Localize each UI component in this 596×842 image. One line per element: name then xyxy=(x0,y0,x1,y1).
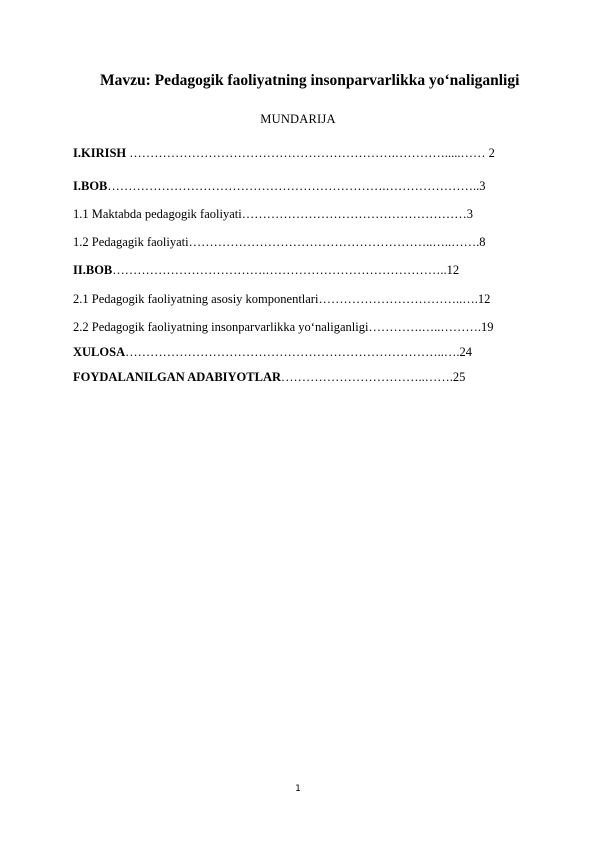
toc-entry-page: 12 xyxy=(477,292,491,306)
toc-entry-page: 2 xyxy=(488,146,495,160)
toc-entry-leader: …………………………………………………………………..…. xyxy=(125,345,460,359)
toc-entry-xulosa xyxy=(73,345,472,360)
toc-entry-leader: …………………………………………………..…..……. xyxy=(188,235,480,249)
toc-entry-2-2 xyxy=(73,320,493,335)
toc-entry-2-1 xyxy=(73,292,490,307)
toc-entry-page: 25 xyxy=(452,370,466,384)
toc-entry-label: 2.1 Pedagogik faoliyatning asosiy komponentlari xyxy=(73,292,319,306)
toc-entry-page: 19 xyxy=(480,320,494,334)
toc-entry-bob-1 xyxy=(73,179,486,194)
toc-entry-label: 1.2 Pedagagik faoliyati xyxy=(73,235,189,249)
toc-entry-page: 3 xyxy=(466,207,473,221)
toc-entry-leader: ………………………………………………………….………………….. xyxy=(107,179,480,193)
toc-entry-leader: ……………………………………………………….………….....…… xyxy=(126,146,489,160)
document-title: Mavzu: Pedagogik faoliyatning insonparvarlikka yo‘naliganligi xyxy=(100,72,520,89)
toc-entry-page: 24 xyxy=(459,345,472,359)
toc-entry-adabiyotlar xyxy=(73,370,465,385)
toc-entry-leader: ……………………………..…. xyxy=(318,292,478,306)
toc-entry-leader: ……………………………..……. xyxy=(281,370,453,384)
toc-entry-label: FOYDALANILGAN ADABIYOTLAR xyxy=(73,370,282,384)
toc-entry-leader: ……………………………………………… xyxy=(241,207,467,221)
toc-entry-1-1 xyxy=(73,207,473,222)
toc-entry-page: 3 xyxy=(479,179,486,193)
toc-entry-leader: ……………………………….…………………………………….. xyxy=(112,263,447,277)
toc-entry-label: 1.1 Maktabda pedagogik faoliyati xyxy=(73,207,242,221)
toc-entry-1-2 xyxy=(73,235,485,250)
toc-heading: MUNDARIJA xyxy=(260,112,336,126)
toc-entry-label: 2.2 Pedagogik faoliyatning insonparvarlikka yo‘naliganligi xyxy=(73,320,369,334)
toc-entry-label: I.BOB xyxy=(73,179,108,193)
toc-entry-label: XULOSA xyxy=(73,345,126,359)
toc-entry-label: II.BOB xyxy=(73,263,113,277)
toc-entry-label: I.KIRISH xyxy=(73,146,127,160)
toc-entry-kirish xyxy=(73,146,495,161)
toc-entry-leader: ………….…..………. xyxy=(368,320,481,334)
toc-entry-bob-2 xyxy=(73,263,459,278)
page-number: 1 xyxy=(295,784,301,794)
toc-entry-page: 8 xyxy=(479,235,486,249)
toc-entry-page: 12 xyxy=(446,263,460,277)
